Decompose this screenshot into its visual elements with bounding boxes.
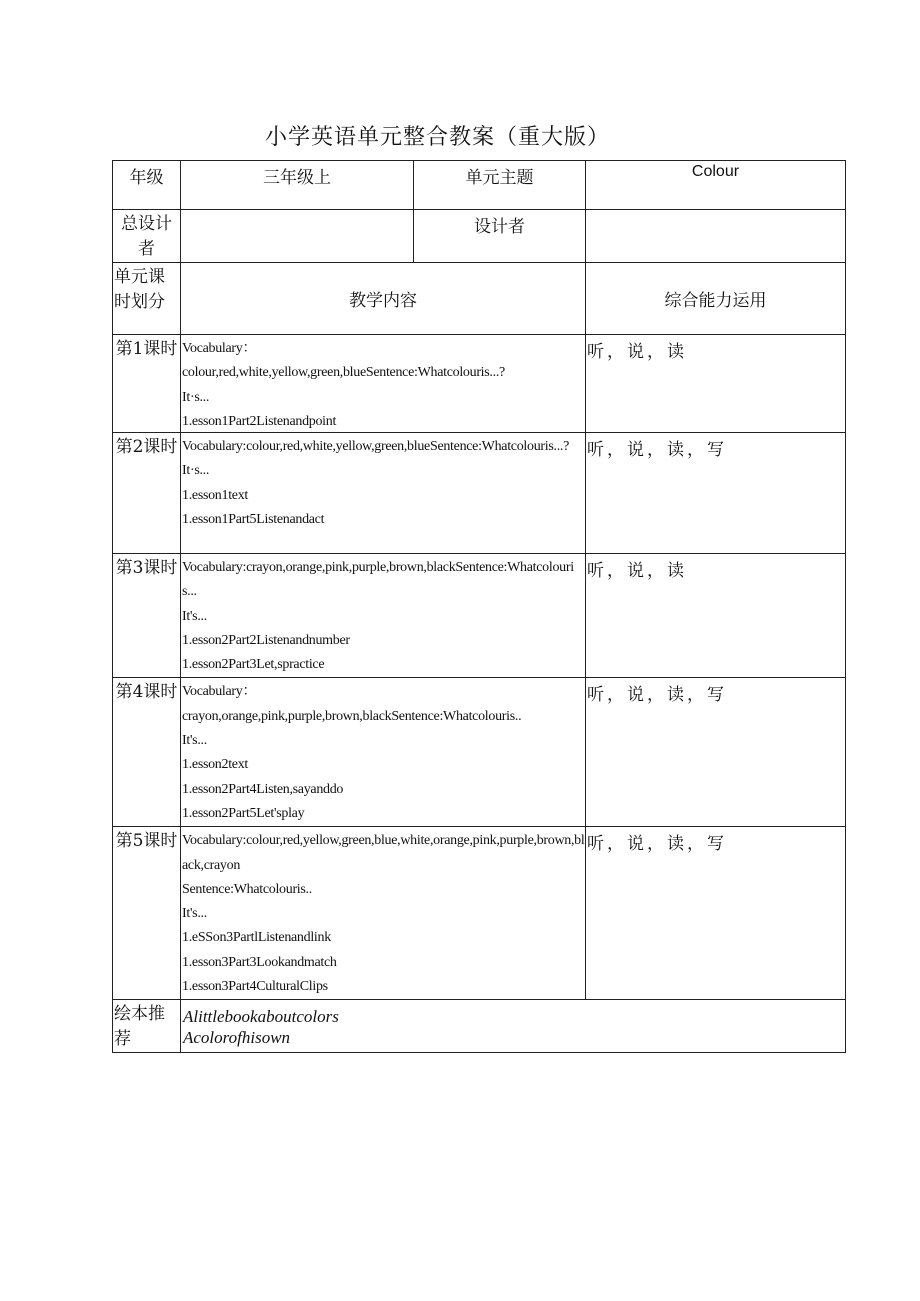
lesson-row [113,678,846,827]
content-line: 1.esson1text [182,487,249,503]
lesson-label: 第2课时 [113,433,181,554]
lesson-skills: 听，说，读 [586,554,846,678]
lesson-skills: 听，说，读，写 [586,678,846,827]
content-line: It's... [182,608,207,624]
lesson-label: 第1课时 [113,335,181,433]
lesson-row [113,433,846,554]
lesson-label: 第4课时 [113,678,181,827]
lesson-label: 第3课时 [113,554,181,678]
page-title: 小学英语单元整合教案（重大版） [265,125,611,150]
content-line: colour,red,white,yellow,green,blueSentence:Whatcolouris...? [182,365,505,381]
lesson-skills: 听，说，读 [586,335,846,433]
book-title: Alittlebookaboutcolors [183,1007,339,1027]
content-line: 1.esson2Part3Let,spractice [182,657,325,673]
content-line: Vocabulary:colour,red,white,yellow,green,blueSentence:Whatcolouris...? [182,439,570,454]
content-line: 1.esson1Part2Listenandpoint [182,413,337,429]
content-line: Vocabulary:colour,red,yellow,green,blue,white,orange,pink,purple,brown,black,crayon [182,833,585,873]
content-line: 1.esson3Part4CulturalClips [182,979,328,995]
content-line: 1.esson3Part3Lookandmatch [182,954,337,970]
books-label: 绘本推荐 [113,1000,181,1053]
lesson-content [181,554,586,678]
content-line: 1.eSSon3PartlListenandlink [182,930,331,946]
content-line: Vocabulary： [182,684,257,700]
content-line: Vocabulary:crayon,orange,pink,purple,brown,blackSentence:Whatcolouris... [182,560,574,600]
lesson-row [113,554,846,678]
grade-label: 年级 [113,161,181,210]
lesson-content [181,433,586,554]
lesson-content [181,827,586,1000]
chief-designer-value [181,210,414,263]
content-line: It·s... [182,389,210,405]
content-line: It's... [182,906,207,922]
content-header: 教学内容 [181,263,586,335]
grade-value: 三年级上 [181,161,414,210]
content-line: 1.esson2Part2Listenandnumber [182,632,350,648]
content-line: 1.esson2text [182,757,249,773]
books-row [113,1000,846,1053]
content-line: 1.esson2Part5Let'splay [182,805,305,821]
lesson-skills: 听，说，读，写 [586,827,846,1000]
ability-header: 综合能力运用 [586,263,846,335]
chief-designer-label: 总设计者 [113,210,181,263]
lesson-label: 第5课时 [113,827,181,1000]
lesson-plan-table [112,160,846,1053]
lesson-skills: 听，说，读，写 [586,433,846,554]
content-line: crayon,orange,pink,purple,brown,blackSentence:Whatcolouris.. [182,708,522,724]
periods-header-row [113,263,846,335]
grade-row [113,161,846,210]
books-list [181,1000,846,1053]
lesson-row [113,827,846,1000]
content-line: Vocabulary： [182,341,257,356]
designer-value [586,210,846,263]
content-line: It's... [182,733,207,749]
designer-row [113,210,846,263]
theme-label: 单元主题 [414,161,586,210]
designer-label: 设计者 [414,210,586,263]
lesson-content [181,335,586,433]
theme-value: Colour [586,161,846,210]
book-title: Acolorofhisown [183,1028,291,1048]
content-line: 1.esson2Part4Listen,sayanddo [182,781,344,797]
content-line: Sentence:Whatcolouris.. [182,881,312,897]
content-line: It·s... [182,463,210,479]
periods-label: 单元课时划分 [113,263,181,335]
content-line: 1.esson1Part5Listenandact [182,511,325,527]
lesson-content [181,678,586,827]
lesson-row [113,335,846,433]
